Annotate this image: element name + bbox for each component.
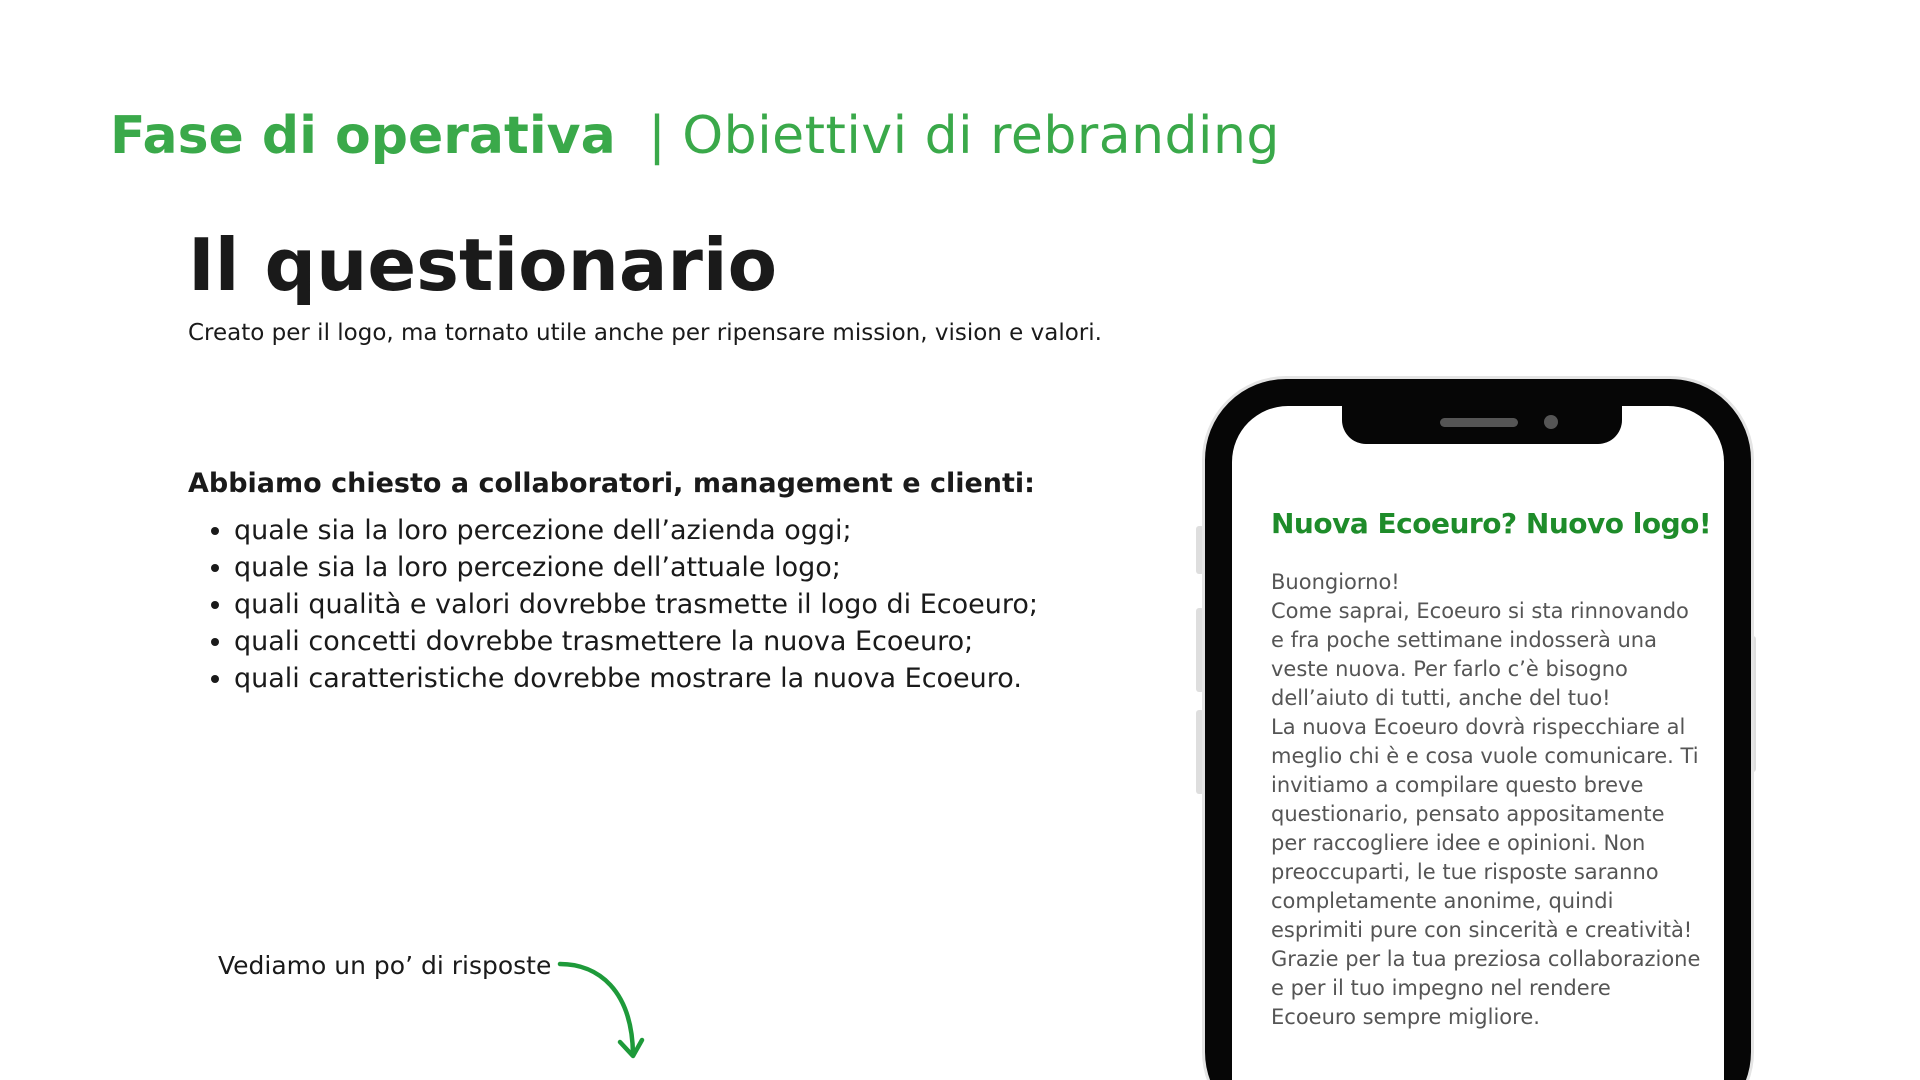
header-phase: Fase di operativa (110, 106, 616, 166)
message-title: Nuova Ecoeuro? Nuovo logo! (1271, 507, 1712, 540)
speaker-icon (1440, 418, 1518, 427)
list-item: • quali qualità e valori dovrebbe trasmette il logo di Ecoeuro; (234, 586, 1038, 623)
camera-icon (1544, 415, 1558, 429)
message-paragraph: Come saprai, Ecoeuro si sta rinnovando e fra poche settimane indosserà una veste nuova. Per farlo c’è bisogno dell’aiuto di tutti, anche del tuo! (1271, 599, 1689, 710)
list-item: • quali concetti dovrebbe trasmettere la nuova Ecoeuro; (234, 623, 1038, 660)
message-body (1271, 568, 1701, 1032)
question-list (188, 512, 1038, 697)
page-subtitle: Creato per il logo, ma tornato utile anche per ripensare mission, vision e valori. (188, 320, 1102, 346)
list-item: • quale sia la loro percezione dell’azienda oggi; (234, 512, 1038, 549)
phone-mockup (1196, 376, 1756, 1080)
header-topic: Obiettivi di rebranding (682, 106, 1280, 166)
curved-arrow-down-icon (556, 958, 646, 1062)
header-separator: | (648, 106, 666, 166)
phone-notch (1342, 406, 1622, 444)
phone-frame (1202, 376, 1754, 1080)
message-paragraph: Grazie per la tua preziosa collaborazione e per il tuo impegno nel rendere Ecoeuro sempre migliore. (1271, 947, 1701, 1029)
slide-header (110, 104, 1280, 168)
message-paragraph: Buongiorno! (1271, 570, 1400, 594)
page-title: Il questionario (188, 223, 778, 307)
survey-intro: Abbiamo chiesto a collaboratori, management e clienti: (188, 468, 1035, 499)
list-item: • quali caratteristiche dovrebbe mostrare la nuova Ecoeuro. (234, 660, 1038, 697)
list-item: • quale sia la loro percezione dell’attuale logo; (234, 549, 1038, 586)
answers-cta-text: Vediamo un po’ di risposte (218, 951, 552, 980)
phone-screen (1232, 406, 1724, 1080)
message-paragraph: La nuova Ecoeuro dovrà rispecchiare al meglio chi è e cosa vuole comunicare. Ti invitiamo a compilare questo breve questionario, pensato appositamente per raccogliere idee e opinioni. Non preoccuparti, le tue risposte saranno completamente anonime, quindi esprimiti pure con sincerità e creatività! (1271, 715, 1699, 942)
